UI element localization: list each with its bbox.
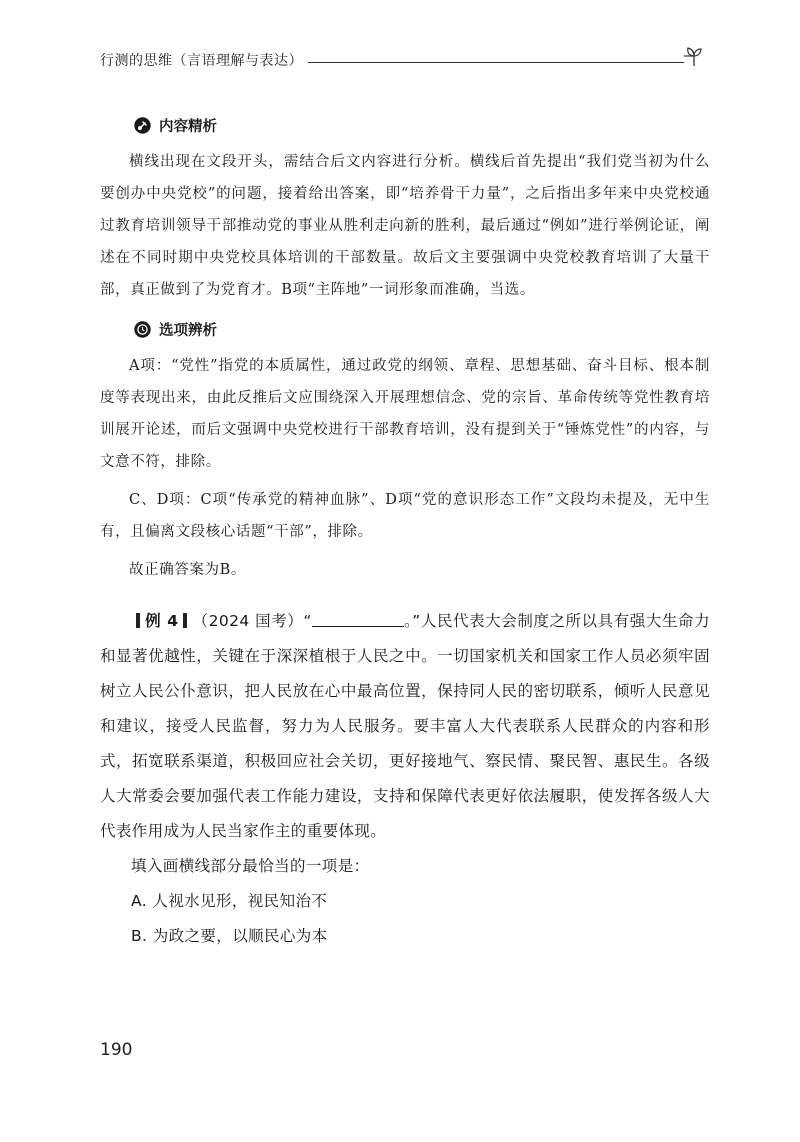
- example-source: （2024 国考）“: [192, 612, 312, 630]
- section-heading-analysis: [100, 112, 710, 138]
- example-bar-left: [136, 613, 140, 628]
- page-number: 190: [100, 1040, 133, 1060]
- example-bar-right: [183, 613, 187, 628]
- section-title: 内容精析: [159, 118, 217, 135]
- option-cd-analysis: C、D项：C项“传承党的精神血脉”、D项“党的意识形态工作”文段均未提及，无中生有，且偏离文段核心话题“干部”，排除。: [100, 492, 710, 540]
- sprout-icon: [680, 46, 708, 70]
- option-b: B. 为政之要，以顺民心为本: [131, 927, 328, 945]
- header-rule: [308, 62, 684, 63]
- answer-line: 故正确答案为B。: [129, 562, 246, 578]
- option-a-analysis: A项：“党性”指党的本质属性，通过政党的纲领、章程、思想基础、奋斗目标、根本制度等表现出来，由此反推后文应围绕深入开展理想信念、党的宗旨、革命传统等党性教育培训展开论述，而后文强调中央党校进行干部教育培训，没有提到关于“锤炼党性”的内容，与文意不符，排除。: [100, 358, 710, 470]
- clock-icon: [134, 321, 151, 338]
- page-content: [100, 112, 710, 954]
- example-question: [100, 604, 710, 849]
- example-label: 例 4: [145, 612, 179, 630]
- fill-blank: [312, 612, 404, 627]
- running-title: 行测的思维（言语理解与表达）: [100, 53, 303, 69]
- example-passage: 。”人民代表大会制度之所以具有强大生命力和显著优越性，关键在于深深植根于人民之中。一切国家机关和国家工作人员必须牢固树立人民公仆意识，把人民放在心中最高位置，保持同人民的密切联系，倾听人民意见和建议，接受人民监督，努力为人民服务。要丰富人大代表联系人民群众的内容和形式，拓宽联系渠道，积极回应社会关切，更好接地气、察民情、聚民智、惠民生。各级人大常委会要加强代表工作能力建设，支持和保障代表更好依法履职，使发挥各级人大代表作用成为人民当家作主的重要体现。: [100, 612, 710, 840]
- section-title: 选项辨析: [159, 322, 217, 339]
- pen-nib-icon: [134, 117, 151, 134]
- page-header: [100, 46, 720, 76]
- analysis-paragraph: 横线出现在文段开头，需结合后文内容进行分析。横线后首先提出“我们党当初为什么要创办中央党校”的问题，接着给出答案，即“培养骨干力量”，之后指出多年来中央党校通过教育培训领导干部推动党的事业从胜利走向新的胜利，最后通过“例如”进行举例论证，阐述在不同时期中央党校具体培训的干部数量。故后文主要强调中央党校教育培训了大量干部，真正做到了为党育才。B项“主阵地”一词形象而准确，当选。: [100, 154, 710, 298]
- question-prompt: 填入画横线部分最恰当的一项是：: [131, 857, 370, 875]
- option-a: A. 人视水见形，视民知治不: [131, 892, 328, 910]
- section-heading-options: [100, 316, 710, 342]
